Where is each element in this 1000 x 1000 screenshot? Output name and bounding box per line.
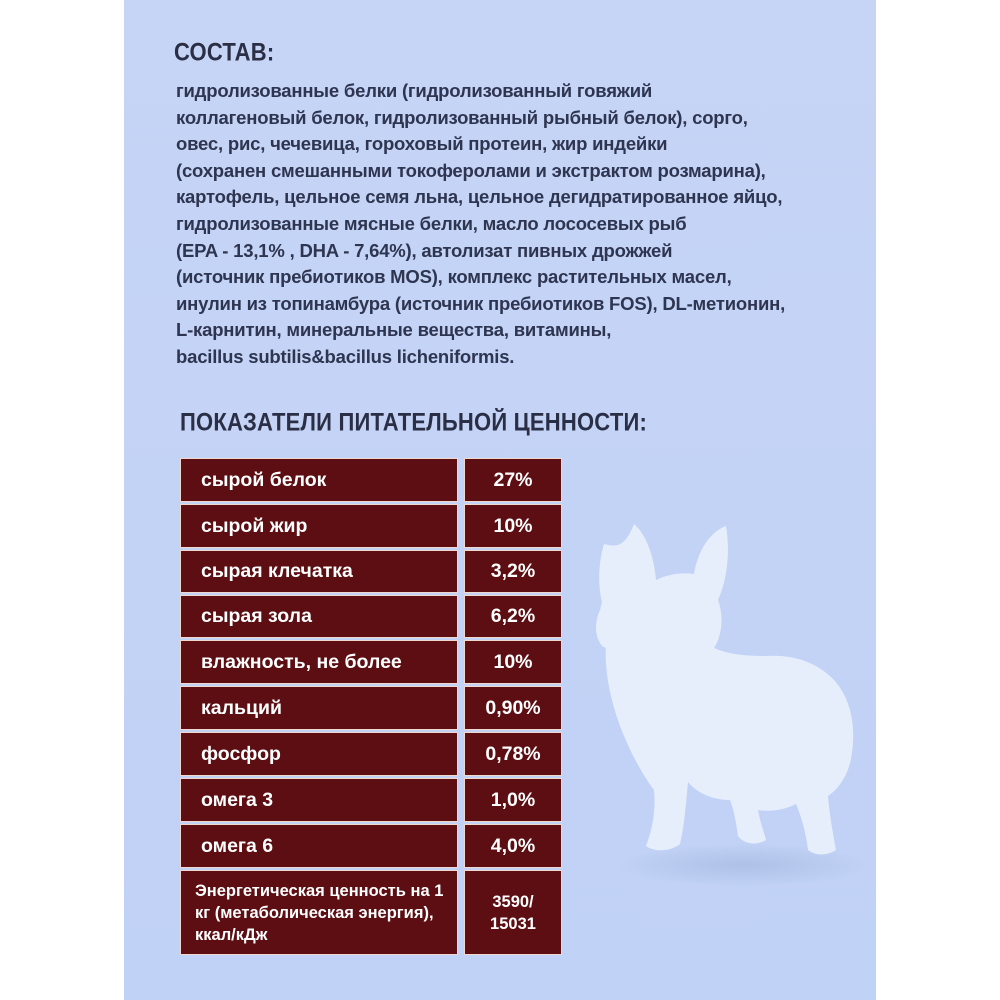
table-row [180,732,562,776]
nutrient-label: кальций [180,686,458,730]
composition-line: (EPA - 13,1% , DHA - 7,64%), автолизат пивных дрожжей [176,239,673,261]
table-row [180,824,562,868]
nutrient-label: фосфор [180,732,458,776]
nutrient-value: 1,0% [464,778,562,822]
product-info-panel [124,0,876,1000]
nutrient-label: омега 3 [180,778,458,822]
composition-line: bacillus subtilis&bacillus licheniformis. [176,345,515,367]
nutrient-value: 0,90% [464,686,562,730]
composition-line: инулин из топинамбура (источник пребиотиков FOS), DL-метионин, [176,292,786,314]
nutrient-value: 27% [464,458,562,502]
nutrient-label: омега 6 [180,824,458,868]
composition-line: гидролизованные белки (гидролизованный говяжий [176,80,653,101]
nutrient-value: 10% [464,504,562,548]
nutrient-value: 4,0% [464,824,562,868]
table-row [180,550,562,593]
composition-title: СОСТАВ: [174,38,275,66]
composition-line: L-карнитин, минеральные вещества, витамины, [176,319,612,341]
table-row [180,458,562,502]
table-row [180,870,562,955]
nutrient-label: сырая клечатка [180,550,458,593]
nutrient-value: 0,78% [464,732,562,776]
french-bulldog-silhouette-icon [594,520,864,920]
composition-text [176,78,876,371]
nutrient-label: влажность, не более [180,640,458,684]
table-row [180,778,562,822]
composition-line: коллагеновый белок, гидролизованный рыбный белок), сорго, [176,106,748,128]
nutrition-title: ПОКАЗАТЕЛИ ПИТАТЕЛЬНОЙ ЦЕННОСТИ: [180,408,647,436]
nutrient-label: сырая зола [180,595,458,638]
table-row [180,595,562,638]
composition-line: овес, рис, чечевица, гороховый протеин, жир индейки [176,133,668,155]
nutrient-label: Энергетическая ценность на 1 кг (метаболическая энергия), ккал/кДж [180,870,458,955]
table-row [180,640,562,684]
nutrient-value: 10% [464,640,562,684]
nutrient-label: сырой белок [180,458,458,502]
composition-line: картофель, цельное семя льна, цельное дегидратированное яйцо, [176,186,783,208]
composition-line: (сохранен смешанными токоферолами и экстрактом розмарина), [176,159,766,181]
composition-line: (источник пребиотиков MOS), комплекс растительных масел, [176,266,732,288]
nutrient-value: 3,2% [464,550,562,593]
nutrient-value: 6,2% [464,595,562,638]
nutrient-value: 3590/ 15031 [464,870,562,955]
nutrient-label: сырой жир [180,504,458,548]
table-row [180,504,562,548]
table-row [180,686,562,730]
composition-line: гидролизованные мясные белки, масло лососевых рыб [176,212,687,234]
